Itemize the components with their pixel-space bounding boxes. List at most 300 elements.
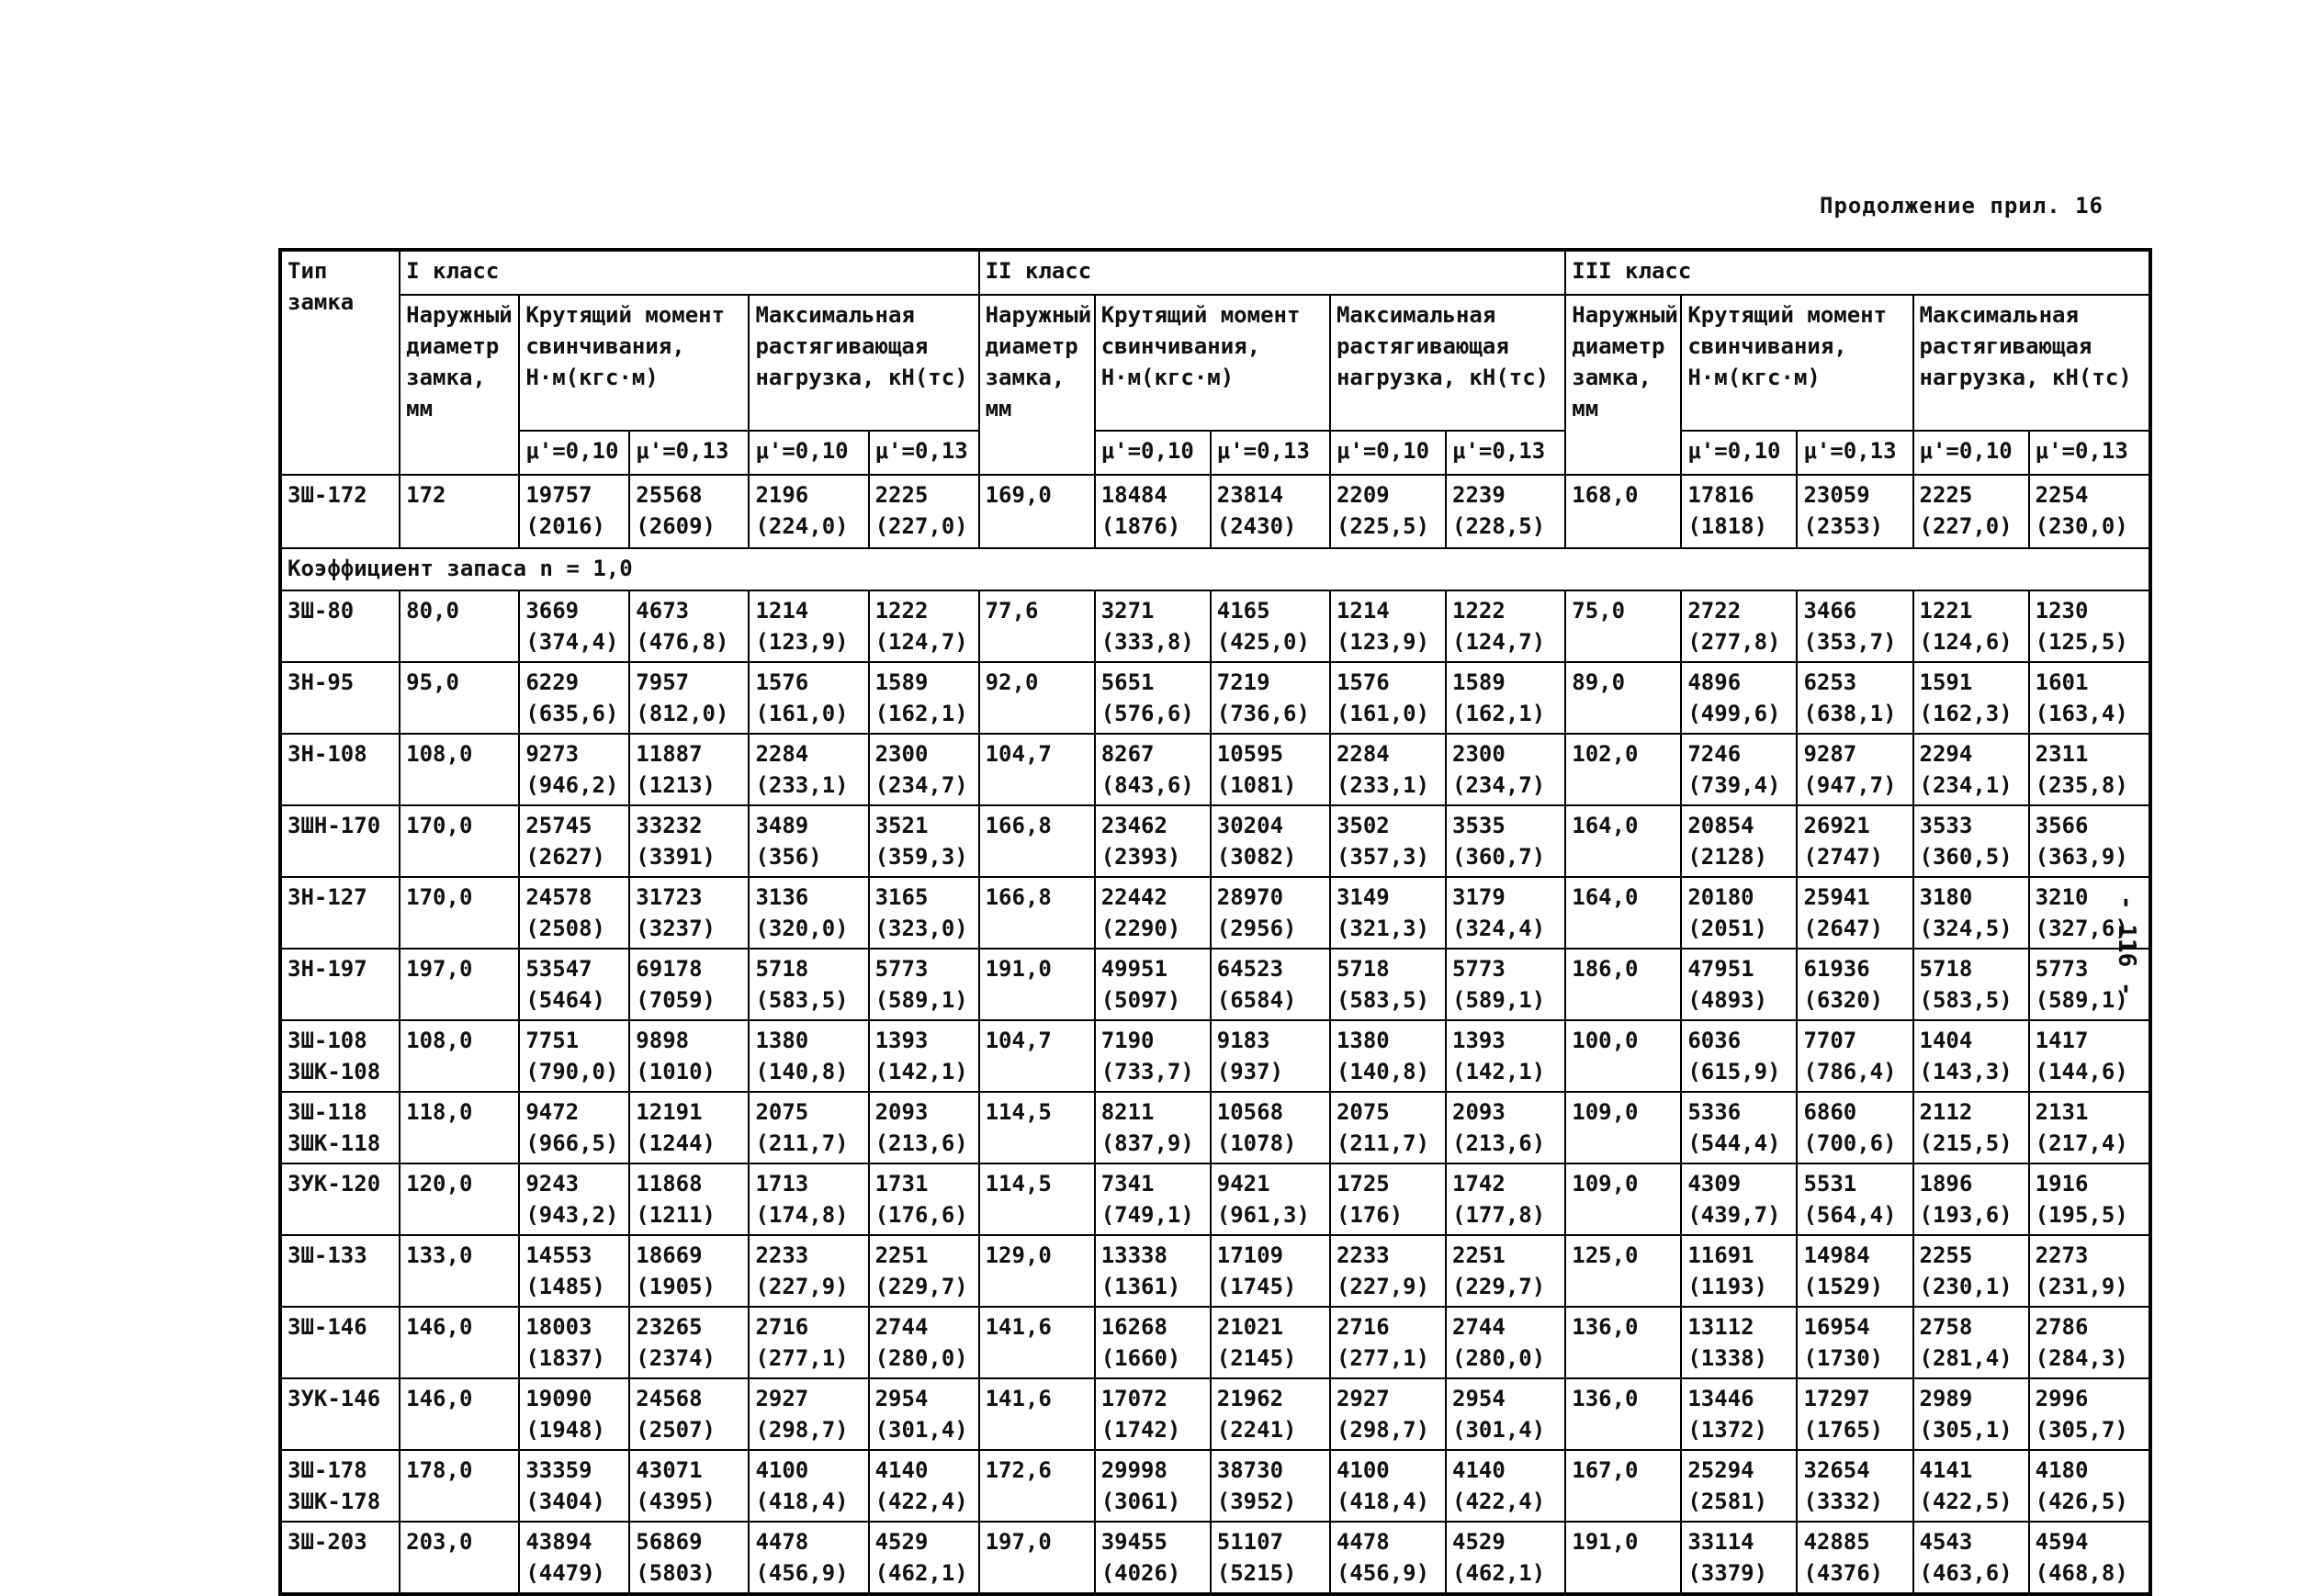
value-cell bbox=[1797, 590, 1912, 662]
cell-value: 13446 bbox=[1687, 1386, 1754, 1411]
cell-value: (359,3) bbox=[874, 844, 968, 870]
value-cell bbox=[1330, 1378, 1446, 1450]
value-cell bbox=[1446, 475, 1565, 548]
value-cell bbox=[749, 1163, 868, 1235]
value-cell bbox=[519, 1522, 629, 1594]
cell-value: (426,5) bbox=[2035, 1489, 2128, 1514]
cell-value: 16954 bbox=[1803, 1314, 1870, 1340]
cell-value: 1222 bbox=[874, 598, 929, 624]
cell-value: (161,0) bbox=[1336, 701, 1430, 726]
cell-value: ЗШ-146 bbox=[288, 1314, 367, 1340]
value-cell bbox=[1330, 1450, 1446, 1522]
cell-value: 3210 bbox=[2035, 884, 2089, 910]
cell-value: 5773 bbox=[874, 956, 929, 982]
cell-value: (943,2) bbox=[525, 1202, 619, 1228]
cell-value: (1244) bbox=[636, 1130, 716, 1156]
value-cell bbox=[1797, 734, 1912, 805]
value-cell bbox=[869, 805, 979, 877]
diameter-cell bbox=[979, 1020, 1095, 1092]
value-cell bbox=[1330, 1163, 1446, 1235]
cell-value: (363,9) bbox=[2035, 844, 2128, 870]
page-number: - 116 - bbox=[2113, 895, 2140, 996]
cell-value: ЗШ-118 bbox=[288, 1099, 367, 1125]
cell-value: 39455 bbox=[1100, 1529, 1167, 1555]
cell-value: (321,3) bbox=[1336, 916, 1430, 941]
diameter-cell bbox=[979, 1163, 1095, 1235]
cell-value: 146,0 bbox=[406, 1386, 473, 1411]
cell-value: 1589 bbox=[874, 669, 929, 695]
cell-value: (589,1) bbox=[1452, 987, 1546, 1013]
cell-value: (422,5) bbox=[1919, 1489, 2013, 1514]
cell-value: (213,6) bbox=[874, 1130, 968, 1156]
cell-value: (357,3) bbox=[1336, 844, 1430, 870]
value-cell bbox=[1446, 1307, 1565, 1378]
cell-value: 136,0 bbox=[1572, 1386, 1639, 1411]
cell-value: 5651 bbox=[1100, 669, 1155, 695]
cell-value: 42885 bbox=[1803, 1529, 1870, 1555]
diameter-cell bbox=[1565, 949, 1681, 1020]
value-cell bbox=[1797, 1378, 1912, 1450]
cell-value: 2954 bbox=[874, 1386, 929, 1411]
cell-value: 8267 bbox=[1100, 741, 1155, 767]
value-cell bbox=[1211, 1307, 1330, 1378]
cell-value: 5336 bbox=[1687, 1099, 1742, 1125]
cell-value: 146,0 bbox=[406, 1314, 473, 1340]
cell-value: 1725 bbox=[1336, 1171, 1390, 1197]
value-cell bbox=[1330, 1522, 1446, 1594]
cell-value: 19090 bbox=[525, 1386, 592, 1411]
cell-value: (700,6) bbox=[1803, 1130, 1897, 1156]
mu-header: μ'=0,13 bbox=[1446, 431, 1565, 475]
cell-value: 21021 bbox=[1216, 1314, 1284, 1340]
class-2-header: II класс bbox=[979, 250, 1566, 295]
lock-type-cell bbox=[280, 1522, 400, 1594]
diameter-cell bbox=[400, 1092, 519, 1163]
cell-value: 2716 bbox=[755, 1314, 809, 1340]
lock-type-cell bbox=[280, 949, 400, 1020]
cell-value: ЗН-95 bbox=[288, 669, 355, 695]
cell-value: 170,0 bbox=[406, 813, 473, 838]
value-cell bbox=[2029, 1020, 2150, 1092]
mu-header: μ'=0,13 bbox=[629, 431, 749, 475]
mu-header: μ'=0,13 bbox=[869, 431, 979, 475]
diameter-cell bbox=[979, 590, 1095, 662]
lock-type-cell bbox=[280, 1020, 400, 1092]
cell-value: 2251 bbox=[1452, 1242, 1506, 1268]
cell-value: (123,9) bbox=[1336, 629, 1430, 655]
cell-value: (468,8) bbox=[2035, 1560, 2128, 1586]
cell-value: (231,9) bbox=[2035, 1274, 2128, 1299]
value-cell bbox=[1797, 1020, 1912, 1092]
value-cell bbox=[869, 1235, 979, 1307]
value-cell bbox=[2029, 734, 2150, 805]
cell-value: 89,0 bbox=[1572, 669, 1626, 695]
cell-value: (227,9) bbox=[1336, 1274, 1430, 1299]
cell-value: 2311 bbox=[2035, 741, 2089, 767]
value-cell bbox=[629, 475, 749, 548]
cell-value: 9243 bbox=[525, 1171, 580, 1197]
value-cell bbox=[1681, 475, 1797, 548]
lock-type-cell bbox=[280, 1450, 400, 1522]
cell-value: (230,1) bbox=[1919, 1274, 2013, 1299]
value-cell bbox=[2029, 1378, 2150, 1450]
cell-value: (227,0) bbox=[874, 513, 968, 539]
cell-value: (227,9) bbox=[755, 1274, 849, 1299]
value-cell bbox=[1797, 1522, 1912, 1594]
cell-value: (2290) bbox=[1100, 916, 1181, 941]
diameter-cell bbox=[1565, 1163, 1681, 1235]
diameter-cell bbox=[400, 1307, 519, 1378]
cell-value: (176) bbox=[1336, 1202, 1404, 1228]
cell-value: (786,4) bbox=[1803, 1059, 1897, 1085]
value-cell bbox=[1913, 1092, 2029, 1163]
cell-value: 3566 bbox=[2035, 813, 2089, 838]
cell-value: (837,9) bbox=[1100, 1130, 1194, 1156]
diameter-cell bbox=[400, 1235, 519, 1307]
value-cell bbox=[1211, 1092, 1330, 1163]
value-cell bbox=[1211, 1378, 1330, 1450]
cell-value: (235,8) bbox=[2035, 772, 2128, 798]
cell-value: (2508) bbox=[525, 916, 606, 941]
value-cell bbox=[2029, 1163, 2150, 1235]
value-cell bbox=[1797, 1235, 1912, 1307]
cell-value: (439,7) bbox=[1687, 1202, 1781, 1228]
value-cell bbox=[1095, 1307, 1211, 1378]
cell-value: (176,6) bbox=[874, 1202, 968, 1228]
cell-value: 2989 bbox=[1919, 1386, 1973, 1411]
value-cell bbox=[1446, 1450, 1565, 1522]
cell-value: 172 bbox=[406, 482, 446, 508]
cell-value: 25568 bbox=[636, 482, 703, 508]
cell-value: 120,0 bbox=[406, 1171, 473, 1197]
value-cell bbox=[1797, 475, 1912, 548]
cell-value: (301,4) bbox=[1452, 1417, 1546, 1443]
value-cell bbox=[2029, 662, 2150, 734]
lock-type-cell bbox=[280, 1235, 400, 1307]
cell-value: (1730) bbox=[1803, 1345, 1884, 1371]
value-cell bbox=[1681, 734, 1797, 805]
cell-value: 13112 bbox=[1687, 1314, 1754, 1340]
cell-value: 9421 bbox=[1216, 1171, 1270, 1197]
value-cell bbox=[749, 877, 868, 949]
value-cell bbox=[1095, 949, 1211, 1020]
cell-value: (1485) bbox=[525, 1274, 606, 1299]
cell-value: 1742 bbox=[1452, 1171, 1506, 1197]
cell-value: 104,7 bbox=[985, 741, 1052, 767]
cell-value: (1742) bbox=[1100, 1417, 1181, 1443]
cell-value: (790,0) bbox=[525, 1059, 619, 1085]
cell-value: 1214 bbox=[1336, 598, 1390, 624]
cell-value: 125,0 bbox=[1572, 1242, 1639, 1268]
value-cell bbox=[1681, 1163, 1797, 1235]
value-cell bbox=[1095, 1020, 1211, 1092]
cell-value: (1193) bbox=[1687, 1274, 1768, 1299]
value-cell bbox=[1211, 590, 1330, 662]
class-3-header: III класс bbox=[1565, 250, 2150, 295]
cell-value: 17816 bbox=[1687, 482, 1754, 508]
value-cell bbox=[629, 877, 749, 949]
cell-value: 80,0 bbox=[406, 598, 459, 624]
cell-value: (281,4) bbox=[1919, 1345, 2013, 1371]
lock-type-cell bbox=[280, 734, 400, 805]
value-cell bbox=[1913, 475, 2029, 548]
cell-value: (162,1) bbox=[874, 701, 968, 726]
cell-value: (174,8) bbox=[755, 1202, 849, 1228]
cell-value: (234,1) bbox=[1919, 772, 2013, 798]
cell-value: 2075 bbox=[755, 1099, 809, 1125]
cell-value: 4896 bbox=[1687, 669, 1742, 695]
value-cell bbox=[1330, 805, 1446, 877]
cell-value: 3466 bbox=[1803, 598, 1857, 624]
torque-header: Крутящий момент свинчивания, Н·м(кгс·м) bbox=[1095, 295, 1330, 431]
value-cell bbox=[1797, 877, 1912, 949]
value-cell bbox=[519, 662, 629, 734]
cell-value: 4478 bbox=[1336, 1529, 1390, 1555]
cell-value: 3180 bbox=[1919, 884, 1973, 910]
value-cell bbox=[869, 1307, 979, 1378]
cell-value: 3136 bbox=[755, 884, 809, 910]
value-cell bbox=[2029, 877, 2150, 949]
value-cell bbox=[629, 949, 749, 1020]
cell-value: (374,4) bbox=[525, 629, 619, 655]
cell-value: 136,0 bbox=[1572, 1314, 1639, 1340]
value-cell bbox=[1681, 1092, 1797, 1163]
cell-value: (456,9) bbox=[755, 1560, 849, 1586]
diameter-cell bbox=[979, 877, 1095, 949]
diameter-cell bbox=[1565, 734, 1681, 805]
value-cell bbox=[1095, 734, 1211, 805]
class-1-header: I класс bbox=[400, 250, 978, 295]
lock-type-cell bbox=[280, 1092, 400, 1163]
cell-value: 164,0 bbox=[1572, 813, 1639, 838]
cell-value: 24578 bbox=[525, 884, 592, 910]
cell-value: 47951 bbox=[1687, 956, 1754, 982]
cell-value: 1591 bbox=[1919, 669, 1973, 695]
cell-value: 19757 bbox=[525, 482, 592, 508]
cell-value: 4529 bbox=[874, 1529, 929, 1555]
cell-value: 3149 bbox=[1336, 884, 1390, 910]
cell-value: (462,1) bbox=[1452, 1560, 1546, 1586]
cell-value: 2239 bbox=[1452, 482, 1506, 508]
value-cell bbox=[1330, 1092, 1446, 1163]
cell-value: 1417 bbox=[2035, 1028, 2089, 1053]
value-cell bbox=[869, 662, 979, 734]
cell-value: 4180 bbox=[2035, 1457, 2089, 1483]
cell-value: 108,0 bbox=[406, 1028, 473, 1053]
value-cell bbox=[519, 1378, 629, 1450]
cell-value: (937) bbox=[1216, 1059, 1284, 1085]
value-cell bbox=[629, 1020, 749, 1092]
value-cell bbox=[1681, 877, 1797, 949]
cell-value: (4026) bbox=[1100, 1560, 1181, 1586]
cell-value: (301,4) bbox=[874, 1417, 968, 1443]
cell-value: (2956) bbox=[1216, 916, 1297, 941]
cell-value: 1731 bbox=[874, 1171, 929, 1197]
value-cell bbox=[749, 805, 868, 877]
diameter-cell bbox=[979, 805, 1095, 877]
cell-value: 16268 bbox=[1100, 1314, 1167, 1340]
value-cell bbox=[1211, 1522, 1330, 1594]
diameter-cell bbox=[1565, 590, 1681, 662]
value-cell bbox=[629, 662, 749, 734]
cell-value: (2051) bbox=[1687, 916, 1768, 941]
cell-value: 3165 bbox=[874, 884, 929, 910]
cell-value: 11887 bbox=[636, 741, 703, 767]
lock-type-cell bbox=[280, 877, 400, 949]
value-cell bbox=[2029, 949, 2150, 1020]
cell-value: 7751 bbox=[525, 1028, 580, 1053]
cell-value: (143,3) bbox=[1919, 1059, 2013, 1085]
cell-value: (3061) bbox=[1100, 1489, 1181, 1514]
value-cell bbox=[1797, 1092, 1912, 1163]
cell-value: 4478 bbox=[755, 1529, 809, 1555]
cell-value: 2954 bbox=[1452, 1386, 1506, 1411]
cell-value: 5718 bbox=[755, 956, 809, 982]
value-cell bbox=[1681, 1522, 1797, 1594]
cell-value: 77,6 bbox=[985, 598, 1039, 624]
value-cell bbox=[1913, 1378, 2029, 1450]
cell-value: 56869 bbox=[636, 1529, 703, 1555]
cell-value: 6860 bbox=[1803, 1099, 1857, 1125]
cell-value: (3404) bbox=[525, 1489, 606, 1514]
value-cell bbox=[519, 1092, 629, 1163]
cell-value: 32654 bbox=[1803, 1457, 1870, 1483]
cell-value: (324,4) bbox=[1452, 916, 1546, 941]
cell-value: (277,1) bbox=[755, 1345, 849, 1371]
value-cell bbox=[2029, 1450, 2150, 1522]
value-cell bbox=[749, 949, 868, 1020]
value-cell bbox=[749, 1378, 868, 1450]
value-cell bbox=[1330, 1020, 1446, 1092]
cell-value: 1576 bbox=[1336, 669, 1390, 695]
cell-value: (224,0) bbox=[755, 513, 849, 539]
cell-value: (2747) bbox=[1803, 844, 1884, 870]
mu-header: μ'=0,13 bbox=[1211, 431, 1330, 475]
cell-value: (2393) bbox=[1100, 844, 1181, 870]
cell-value: 2996 bbox=[2035, 1386, 2089, 1411]
cell-value: (843,6) bbox=[1100, 772, 1194, 798]
cell-value: (1078) bbox=[1216, 1130, 1297, 1156]
cell-value: (211,7) bbox=[1336, 1130, 1430, 1156]
load-header: Максимальная растягивающая нагрузка, кН(тс) bbox=[1913, 295, 2150, 431]
cell-value: (225,5) bbox=[1336, 513, 1430, 539]
cell-value: 2716 bbox=[1336, 1314, 1390, 1340]
cell-value: 2225 bbox=[874, 482, 929, 508]
value-cell bbox=[1913, 949, 2029, 1020]
value-cell bbox=[2029, 1522, 2150, 1594]
value-cell bbox=[1095, 1450, 1211, 1522]
table-row bbox=[280, 1307, 2150, 1378]
cell-value: (1372) bbox=[1687, 1417, 1768, 1443]
value-cell bbox=[629, 734, 749, 805]
value-cell bbox=[629, 805, 749, 877]
cell-value: 2927 bbox=[755, 1386, 809, 1411]
cell-value: (3952) bbox=[1216, 1489, 1297, 1514]
value-cell bbox=[1446, 877, 1565, 949]
cell-value: 5773 bbox=[2035, 956, 2089, 982]
cell-value: ЗШ-172 bbox=[288, 482, 367, 508]
diameter-cell bbox=[400, 1020, 519, 1092]
cell-value: 1896 bbox=[1919, 1171, 1973, 1197]
cell-value: 11868 bbox=[636, 1171, 703, 1197]
value-cell bbox=[2029, 1307, 2150, 1378]
cell-value: 12191 bbox=[636, 1099, 703, 1125]
cell-value: 11691 bbox=[1687, 1242, 1754, 1268]
cell-value: ЗШН-170 bbox=[288, 813, 381, 838]
cell-value: 178,0 bbox=[406, 1457, 473, 1483]
cell-value: (2353) bbox=[1803, 513, 1884, 539]
cell-value: (1081) bbox=[1216, 772, 1297, 798]
cell-value: 2722 bbox=[1687, 598, 1742, 624]
cell-value: 4140 bbox=[874, 1457, 929, 1483]
value-cell bbox=[1330, 949, 1446, 1020]
value-cell bbox=[1211, 1450, 1330, 1522]
cell-value: 3502 bbox=[1336, 813, 1390, 838]
cell-value: 17072 bbox=[1100, 1386, 1167, 1411]
value-cell bbox=[1681, 1378, 1797, 1450]
value-cell bbox=[1446, 734, 1565, 805]
cell-value: 2284 bbox=[1336, 741, 1390, 767]
diameter-cell bbox=[1565, 1307, 1681, 1378]
cell-value: 197,0 bbox=[406, 956, 473, 982]
cell-value: 20180 bbox=[1687, 884, 1754, 910]
cell-value: (163,4) bbox=[2035, 701, 2128, 726]
lock-type-cell bbox=[280, 805, 400, 877]
cell-value: 4100 bbox=[1336, 1457, 1390, 1483]
cell-value: 2251 bbox=[874, 1242, 929, 1268]
cell-value: 2131 bbox=[2035, 1099, 2089, 1125]
value-cell bbox=[1446, 1020, 1565, 1092]
value-cell bbox=[1211, 1020, 1330, 1092]
value-cell bbox=[1211, 1163, 1330, 1235]
cell-value: (140,8) bbox=[755, 1059, 849, 1085]
cell-value: 2294 bbox=[1919, 741, 1973, 767]
cell-value: (277,1) bbox=[1336, 1345, 1430, 1371]
cell-value: ЗУК-146 bbox=[288, 1386, 381, 1411]
cell-value: 2093 bbox=[1452, 1099, 1506, 1125]
cell-value: (1338) bbox=[1687, 1345, 1768, 1371]
cell-value: 1222 bbox=[1452, 598, 1506, 624]
cell-value: (2145) bbox=[1216, 1345, 1297, 1371]
table-row bbox=[280, 734, 2150, 805]
cell-value: (213,6) bbox=[1452, 1130, 1546, 1156]
torque-header: Крутящий момент свинчивания, Н·м(кгс·м) bbox=[519, 295, 749, 431]
cell-value: 7957 bbox=[636, 669, 690, 695]
cell-value: (298,7) bbox=[755, 1417, 849, 1443]
cell-value: 14553 bbox=[525, 1242, 592, 1268]
cell-value: 2254 bbox=[2035, 482, 2089, 508]
cell-value: 17109 bbox=[1216, 1242, 1284, 1268]
cell-value: (360,5) bbox=[1919, 844, 2013, 870]
value-cell bbox=[869, 734, 979, 805]
value-cell bbox=[1095, 805, 1211, 877]
diameter-cell bbox=[1565, 475, 1681, 548]
cell-value: 29998 bbox=[1100, 1457, 1167, 1483]
table-row bbox=[280, 1235, 2150, 1307]
value-cell bbox=[1913, 877, 2029, 949]
cell-value: (947,7) bbox=[1803, 772, 1897, 798]
value-cell bbox=[749, 475, 868, 548]
cell-value: (425,0) bbox=[1216, 629, 1310, 655]
cell-value: 3533 bbox=[1919, 813, 1973, 838]
type-header: Тип замка bbox=[280, 250, 400, 475]
cell-value: 49951 bbox=[1100, 956, 1167, 982]
cell-value: (193,6) bbox=[1919, 1202, 2013, 1228]
cell-value: (635,6) bbox=[525, 701, 619, 726]
cell-value: 7707 bbox=[1803, 1028, 1857, 1053]
value-cell bbox=[749, 1020, 868, 1092]
cell-value: ЗШ-178 bbox=[288, 1457, 367, 1483]
